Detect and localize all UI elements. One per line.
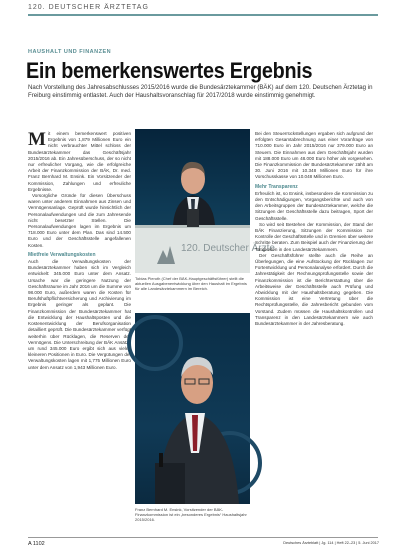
section-rule — [28, 14, 378, 16]
paragraph: Bei den Steuerrückstellungen ergaben sich aufgrund der erfolgten Gesamtabrechnung aus einer Voranfrage von 710.000 Euro im Jahr 2015/2016 nur 379.000 Euro an Steuern. Die Einnahmen aus dem Geschäftsjahr wurden mit 188.000 Euro um 48.000 Euro höher als vorgesehen. Die Finanzkommission der Bundesärztekammer zählt am 30. Juni 2016 mit 10.348 Millionen Euro für ihre Vorschusskasse von 10.048 Millionen Euro. — [255, 131, 373, 180]
speaker-illustration — [135, 129, 275, 273]
publication-source: Deutsches Ärzteblatt | Jg. 114 | Heft 22–23 | 5. Juni 2017 — [283, 541, 379, 545]
subheading: Mehr Transparenz — [255, 183, 298, 190]
text-column-left — [28, 131, 131, 371]
photo-speaker-2 — [135, 313, 250, 504]
headline: Ein bemerkenswertes Ergebnis — [26, 58, 313, 83]
paragraph: Erfreulich ist, so Ensink, insbesondere die Kommission zu den Entschädigungen, Vorgangsberichte und auch von den Arbeitsgruppen der Bundesärztekammer, welche die Sitzungen der Geschäftsstelle dazu beitragen, Sport der Geschäftsstelle. — [255, 190, 373, 221]
speaker-illustration — [135, 313, 250, 504]
subheading: Mietfreie Verwaltungskosten — [28, 251, 96, 258]
paragraph: Auch die Verwaltungskosten der Bundesärztekammer haben sich im Vergleich entwickelt: 345.000 Euro unter dem Ansatz. Ursache war die geringere Nutzung der Geschäftsräume im Jahr 2016 um die Summe von 98.000 Euro, außerdem waren die Kosten für Berufshaftpflichtversicherung und Archivierung im Ergebnis geringer als geplant. Die Finanzkommission der Bundesärztekammer hat die Entwicklung der Haushaltsposten und die Kostenentwicklung der Berufsorganisation detailliert geprüft. Die Bundesärztekammer verfügt weiterhin über Rücklagen, die Reserven des Vermögens. Die Unterschreitung der BÄK Ansätze um rund 345.000 Euro ergibt sich aus vielen kleineren Positionen in Euro. Die Vergütungen der Verwaltungskosten lagen mit 1,775 Millionen Euro unter dem Ansatz von 1,943 Millionen Euro. — [28, 259, 131, 370]
paragraph: Der Geschäftsführer stellte auch die Reihe an Überlegungen, die eine Aufstockung der Rücklagen zur Fortentwicklung und Personalanalyse erfordert. Durch die Jahrestätigkeit der Rechnungsprüfungsstelle sowie der Finanzkommission ist die Berichterstattung über die Arbeitsweise der Geschäftsstelle auch Prüfung und Abwicklung mit der Haushaltsberatung gegeben. Die Kommission ist eine Vertretung über die Rechtsprüfungsstelle, die Jahresbericht gebunden vom Vorstand. Zudem müssen die Haushaltskontrollen und Transparenz in den Landesärztekammern wie auch Bundesärztekammer in der Jahresberatung. — [255, 252, 373, 327]
paragraph: Mit einem bemerkenswert positiven Ergebnis von 1,879 Millionen Euro ein nicht verbrauchter Mittel schloss der Bundesärztekammer das Geschäftsjahr 2015/2016 ab. Ein Jahresüberschuss, der so nicht nur erfreulicher Vorgang, wie die erfolgreiche Arbeit der Finanzkommission der BÄK, Dr. med. Franz Bernhard M. Ensink. Ein Vorsitzender der Kommission, Zahlungen und erfreuliche Ergebnisse. — [28, 129, 131, 192]
photo-caption-1: Tobias Pieroth (Chef der BÄK-Hauptgeschäftsführer) stellt die aktuellen Ausgabenentwicklung über den Haushalt im Ergebnis für alle Landesärztekammern im Bereich. — [135, 276, 247, 292]
paragraph: Vorsorgliche Gründe für diesen Überschuss waren unter anderem Einnahmen aus Zinsen und Vermögensanlage. Geprüft wurde hinsichtlich der Personalaufwendungen und die zum Jahresende nicht besetzter Stellen. Die Personalaufwendungen lagen im Ergebnis um 718.000 Euro unter dem Plan. Das sind 14.500 Euro und der Geschäftsstelle angefallenen Kosten. — [28, 193, 131, 248]
photo-speaker-1 — [135, 129, 275, 273]
kicker: HAUSHALT UND FINANZEN — [28, 49, 112, 55]
text-column-right — [255, 131, 373, 327]
footer-rule — [28, 537, 378, 538]
section-label: 120. DEUTSCHER ÄRZTETAG — [28, 4, 149, 11]
page-number: A 1102 — [28, 541, 45, 547]
banner-text: 120. Deutscher Ärzte — [181, 243, 275, 254]
drop-cap: M — [28, 129, 46, 150]
lead-paragraph: Nach Vorstellung des Jahresabschlusses 2015/2016 wurde die Bundesärztekammer (BÄK) auf dem 120. Deutschen Ärztetag in Freiburg einstimmig entlastet. Auch der Haushaltsvoranschlag für 2017/2018 wurde einstimmig genehmigt. — [28, 84, 373, 99]
photo-caption-2: Franz Bernhard M. Ensink, Vorsitzender der BÄK-Finanzkommission ist ein „besonderes Ergebnis“ Haushaltsjahr 2015/2016. — [135, 507, 247, 523]
paragraph: So wird seit Bestehen der Kommission, der Stand der BÄK Finanzierung, Sitzungen der Kommission zur Kontrolle der Geschäftsstelle und in Gremien über weitere Schritte beraten. Zum Beispiel auch der Finanzierung der Tätigkeiten in den Landesärztekammern. — [255, 221, 373, 252]
